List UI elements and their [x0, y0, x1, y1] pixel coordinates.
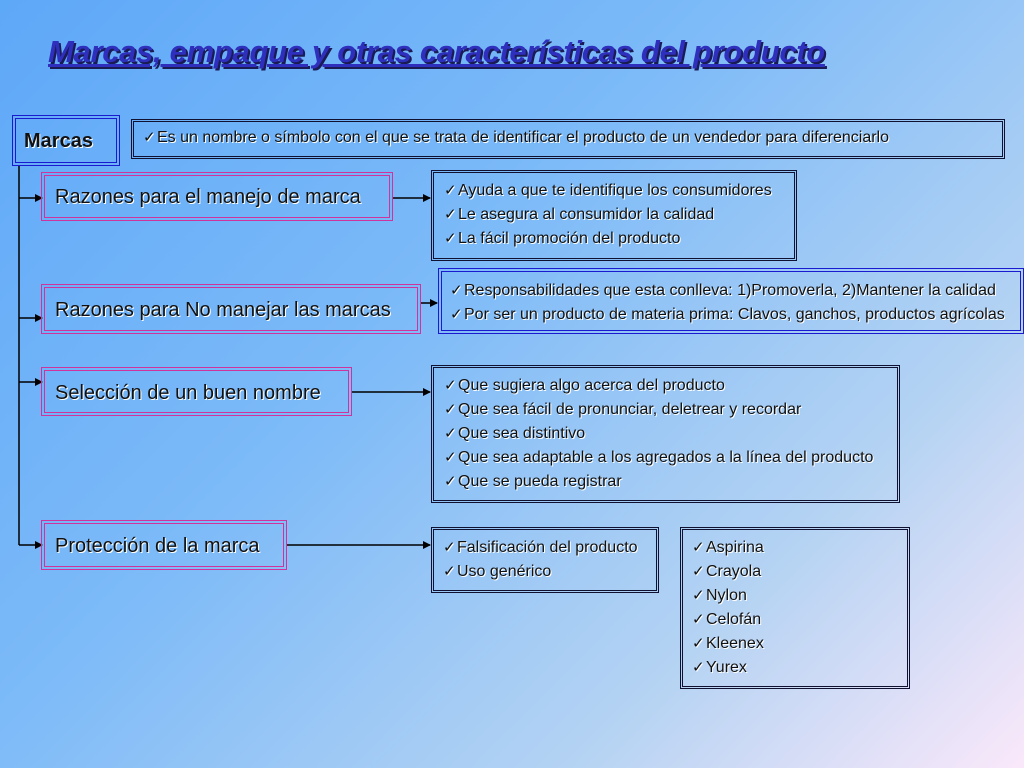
marcas-box — [12, 115, 120, 166]
details-box-manejo — [431, 170, 797, 261]
checkmark-icon: ✓ — [692, 611, 705, 628]
list-item: ✓Le asegura al consumidor la calidad — [444, 203, 772, 227]
list-item: ✓Responsabilidades que esta conlleva: 1)Promoverla, 2)Mantener la calidad — [450, 279, 1005, 303]
checkmark-icon: ✓ — [443, 563, 456, 580]
list-item: ✓Crayola — [692, 560, 764, 584]
slide-title: Marcas, empaque y otras características del producto — [48, 34, 825, 69]
details-list-proteccion — [443, 536, 638, 584]
list-item: ✓Kleenex — [692, 632, 764, 656]
checkmark-icon: ✓ — [692, 563, 705, 580]
list-item: ✓Falsificación del producto — [443, 536, 638, 560]
details-box-proteccion — [431, 527, 659, 593]
checkmark-icon: ✓ — [450, 306, 463, 323]
list-item: ✓Nylon — [692, 584, 764, 608]
examples-list-proteccion — [692, 536, 764, 680]
checkmark-icon: ✓ — [444, 377, 457, 394]
list-item: ✓Aspirina — [692, 536, 764, 560]
definition-box — [131, 119, 1005, 159]
checkmark-icon: ✓ — [444, 206, 457, 223]
section-label-proteccion: Protección de la marca — [55, 535, 260, 557]
list-item: ✓Que sea distintivo — [444, 422, 873, 446]
checkmark-icon: ✓ — [692, 635, 705, 652]
list-item: ✓Que sugiera algo acerca del producto — [444, 374, 873, 398]
checkmark-icon: ✓ — [444, 473, 457, 490]
section-box-manejo — [41, 172, 393, 221]
section-box-proteccion — [41, 520, 287, 570]
list-item: ✓Por ser un producto de materia prima: Clavos, ganchos, productos agrícolas — [450, 303, 1005, 327]
list-item: ✓Uso genérico — [443, 560, 638, 584]
list-item: ✓La fácil promoción del producto — [444, 227, 772, 251]
checkmark-icon: ✓ — [692, 659, 705, 676]
section-box-nombre — [41, 367, 352, 416]
checkmark-icon: ✓ — [444, 401, 457, 418]
checkmark-icon: ✓ — [444, 425, 457, 442]
list-item: ✓Que se pueda registrar — [444, 470, 873, 494]
checkmark-icon: ✓ — [444, 182, 457, 199]
examples-box-proteccion — [680, 527, 910, 689]
checkmark-icon: ✓ — [143, 129, 156, 146]
details-box-nombre — [431, 365, 900, 503]
marcas-label: Marcas — [24, 130, 93, 152]
section-box-no-manejar — [41, 284, 421, 334]
list-item: ✓Que sea fácil de pronunciar, deletrear y recordar — [444, 398, 873, 422]
list-item: ✓Ayuda a que te identifique los consumidores — [444, 179, 772, 203]
checkmark-icon: ✓ — [444, 230, 457, 247]
details-box-no-manejar — [438, 268, 1024, 334]
details-list-no-manejar — [450, 279, 1005, 327]
list-item: ✓Que sea adaptable a los agregados a la línea del producto — [444, 446, 873, 470]
list-item: ✓Celofán — [692, 608, 764, 632]
checkmark-icon: ✓ — [692, 539, 705, 556]
section-label-manejo: Razones para el manejo de marca — [55, 186, 361, 208]
checkmark-icon: ✓ — [443, 539, 456, 556]
section-label-no-manejar: Razones para No manejar las marcas — [55, 299, 391, 321]
list-item: ✓Yurex — [692, 656, 764, 680]
definition-list — [143, 126, 889, 150]
details-list-manejo — [444, 179, 772, 251]
section-label-nombre: Selección de un buen nombre — [55, 382, 321, 404]
checkmark-icon: ✓ — [450, 282, 463, 299]
details-list-nombre — [444, 374, 873, 494]
list-item: ✓Es un nombre o símbolo con el que se trata de identificar el producto de un vendedor para diferenciarlo — [143, 126, 889, 150]
checkmark-icon: ✓ — [692, 587, 705, 604]
checkmark-icon: ✓ — [444, 449, 457, 466]
